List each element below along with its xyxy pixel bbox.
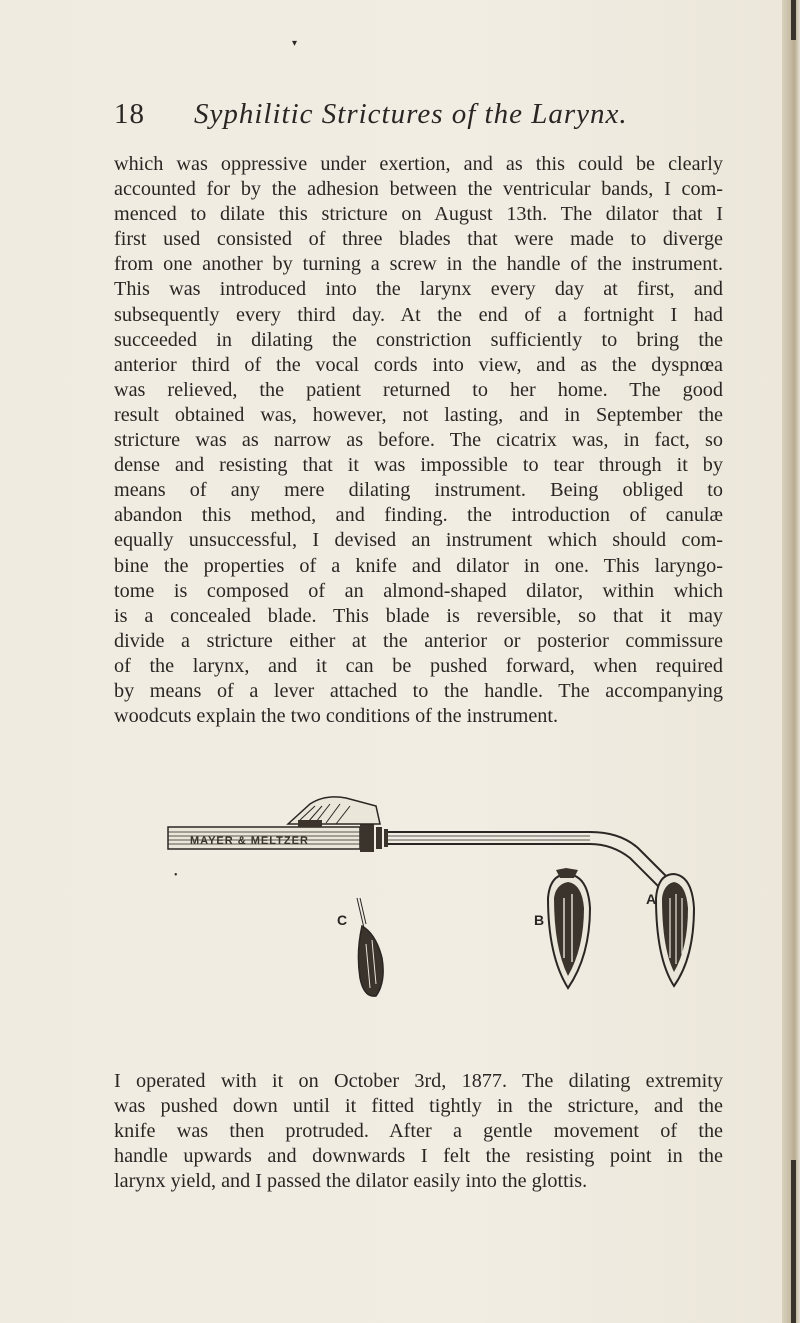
dilator-tip-b [548,868,590,988]
label-a: A [646,891,657,907]
text-line: divide a stricture either at the anterior or posterior commissure [114,629,723,652]
paragraph-2 [114,1069,723,1194]
text-line: means of any mere dilating instrument. Being obliged to [114,479,723,502]
handle-inscription: MAYER & MELTZER [190,835,309,847]
page-number: 18 [114,98,145,130]
text-line: which was oppressive under exertion, and as this could be clearly [114,153,723,175]
text-line: succeeded in dilating the constriction sufficiently to bring the [114,328,723,351]
text-line: woodcuts explain the two conditions of the instrument. [114,705,559,728]
text-line: is a concealed blade. This blade is reversible, so that it may [114,604,723,627]
label-b: B [534,912,545,928]
text-line: I operated with it on October 3rd, 1877. The dilating extremity [114,1070,723,1092]
text-line: knife was then protruded. After a gentle movement of the [114,1120,723,1143]
page-edge-shadow [791,0,796,40]
print-speck: • [174,870,178,881]
text-line: dense and resisting that it was impossible to tear through it by [114,454,723,477]
text-line: This was introduced into the larynx every day at first, and [114,278,723,301]
text-line: bine the properties of a knife and dilator in one. This laryngo- [114,554,723,577]
blade-c [357,898,383,996]
page-edge-shadow [791,1160,796,1323]
text-line: anterior third of the vocal cords into view, and as the dyspnœa [114,353,723,376]
running-title: Syphilitic Strictures of the Larynx. [194,98,628,130]
text-line: result obtained was, however, not lasting, and in September the [114,403,723,426]
text-line: handle upwards and downwards I felt the resisting point in the [114,1145,723,1168]
text-line: tome is composed of an almond-shaped dilator, within which [114,579,723,602]
text-line: by means of a lever attached to the handle. The accompanying [114,679,723,702]
text-line: menced to dilate this stricture on August 13th. The dilator that I [114,203,723,226]
label-c: C [337,912,348,928]
text-line: accounted for by the adhesion between the ventricular bands, I com- [114,178,723,201]
dilator-tip-a [656,874,694,986]
print-speck: ▾ [292,38,298,49]
text-line: stricture was as narrow as before. The cicatrix was, in fact, so [114,429,723,452]
text-line: subsequently every third day. At the end of a fortnight I had [114,303,723,326]
paragraph-1 [114,152,723,729]
text-line: first used consisted of three blades that were made to diverge [114,228,723,251]
text-line: was relieved, the patient returned to her home. The good [114,378,723,401]
instrument-shaft [388,832,678,896]
page-edge [782,0,800,1323]
text-line: equally unsuccessful, I devised an instrument which should com- [114,529,723,552]
page-header [114,98,714,138]
text-line: of the larynx, and it can be pushed forward, when required [114,654,723,677]
text-line: was pushed down until it fitted tightly in the stricture, and the [114,1095,723,1118]
laryngotome-figure [150,748,740,1058]
text-line: larynx yield, and I passed the dilator easily into the glottis. [114,1170,588,1193]
text-line: from one another by turning a screw in the handle of the instrument. [114,253,723,276]
text-line: abandon this method, and finding. the introduction of canulæ [114,504,723,527]
